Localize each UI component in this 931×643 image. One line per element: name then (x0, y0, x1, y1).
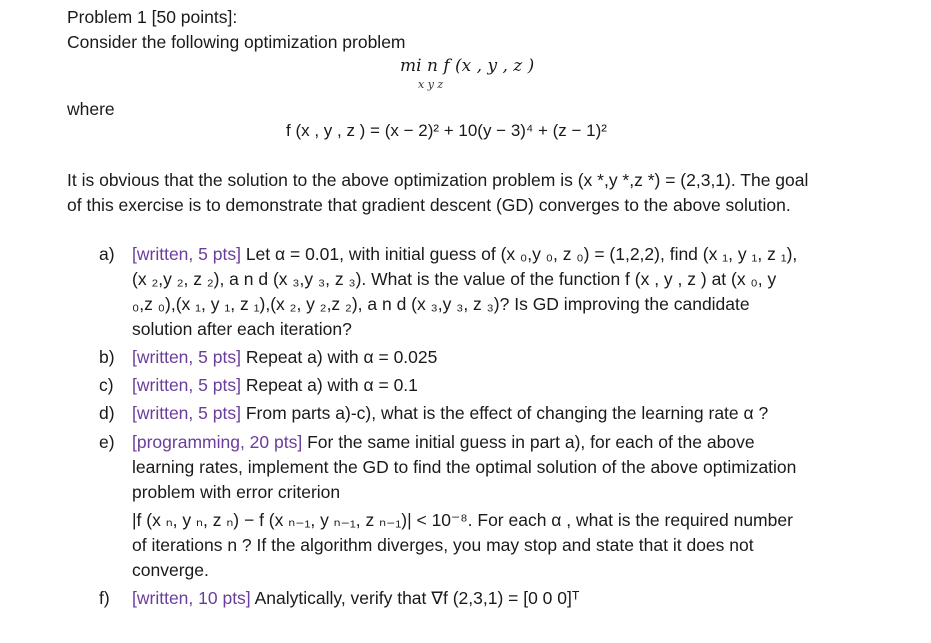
item-f-letter: f) (99, 588, 110, 608)
item-f-text-1: Analytically, verify that ∇f (2,3,1) = [0 0 0]ᵀ (254, 588, 580, 608)
item-c-text-1: Repeat a) with α = 0.1 (245, 375, 418, 395)
item-f-line-1 (132, 586, 579, 611)
optimization-variables: x y z (418, 78, 444, 91)
item-d-line-1 (132, 401, 768, 426)
item-e-letter: e) (99, 432, 115, 452)
problem-intro: Consider the following optimization problem (67, 32, 406, 52)
item-e-text-1: For the same initial guess in part a), for each of the above (307, 432, 755, 452)
item-e-line-5: of iterations n ? If the algorithm diverges, you may stop and state that it does not (132, 535, 754, 555)
paragraph-line-1: It is obvious that the solution to the above optimization problem is (x *,y *,z *) = (2,3,1). The goal (67, 170, 809, 190)
item-e-line-1 (132, 430, 755, 455)
optimization-objective: mi n f (x , y , z ) (400, 56, 535, 76)
item-e-line-4: |f (x ₙ, y ₙ, z ₙ) − f (x ₙ₋₁, y ₙ₋₁, z ₙ₋₁)| < 10⁻⁸. For each α , what is the required number (132, 510, 793, 530)
item-a-line-2: (x ₂,y ₂, z ₂), a n d (x ₃,y ₃, z ₃). What is the value of the function f (x , y , z ) at (x ₀, y (132, 269, 777, 289)
problem-title: Problem 1 [50 points]: (67, 7, 238, 27)
item-b-text-1: Repeat a) with α = 0.025 (245, 347, 438, 367)
item-a-line-1 (132, 242, 797, 267)
paragraph-line-2: of this exercise is to demonstrate that gradient descent (GD) converges to the above solution. (67, 195, 791, 215)
where-label: where (67, 99, 115, 119)
item-e-line-6: converge. (132, 560, 209, 580)
item-a-letter: a) (99, 244, 115, 264)
function-definition: f (x , y , z ) = (x − 2)² + 10(y − 3)⁴ + (z − 1)² (286, 121, 607, 140)
item-b-tag: [written, 5 pts] (132, 347, 241, 367)
item-d-text-1: From parts a)-c), what is the effect of changing the learning rate α ? (245, 403, 769, 423)
item-b-line-1 (132, 345, 437, 370)
item-e-line-3: problem with error criterion (132, 482, 341, 502)
item-c-line-1 (132, 373, 418, 398)
item-e-tag: [programming, 20 pts] (132, 432, 303, 452)
item-a-line-3: ₀,z ₀),(x ₁, y ₁, z ₁),(x ₂, y ₂,z ₂), a n d (x ₃,y ₃, z ₃)? Is GD improving the candidate (132, 294, 750, 314)
item-f-tag: [written, 10 pts] (132, 588, 251, 608)
item-a-tag: [written, 5 pts] (132, 244, 241, 264)
item-a-line-4: solution after each iteration? (132, 319, 352, 339)
item-b-letter: b) (99, 347, 115, 367)
item-e-line-2: learning rates, implement the GD to find the optimal solution of the above optimization (132, 457, 797, 477)
item-d-tag: [written, 5 pts] (132, 403, 241, 423)
item-c-letter: c) (99, 375, 114, 395)
item-a-text-1: Let α = 0.01, with initial guess of (x ₀,y ₀, z ₀) = (1,2,2), find (x ₁, y ₁, z ₁), (245, 244, 798, 264)
item-c-tag: [written, 5 pts] (132, 375, 241, 395)
item-d-letter: d) (99, 403, 115, 423)
